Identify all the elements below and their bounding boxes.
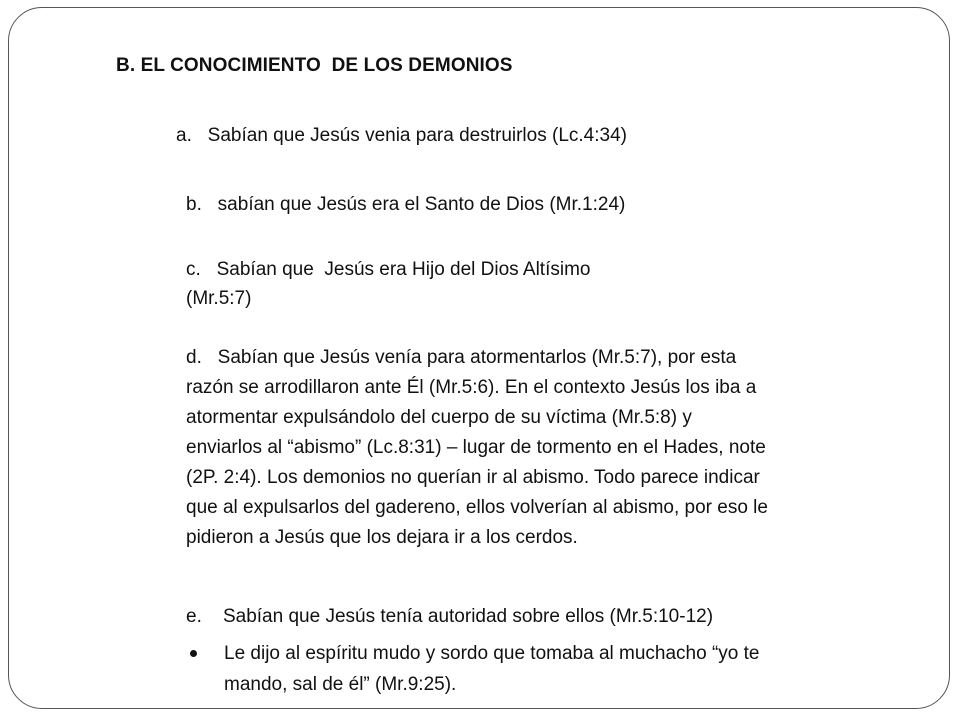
point-c: c. Sabían que Jesús era Hijo del Dios Altísimo (Mr.5:7) [186,259,591,309]
slide-heading: B. EL CONOCIMIENTO DE LOS DEMONIOS [116,55,513,76]
bullet-dot-icon [190,650,197,657]
point-a: a. Sabían que Jesús venia para destruirlos (Lc.4:34) [176,125,627,146]
point-d: d. Sabían que Jesús venía para atormentarlos (Mr.5:7), por esta razón se arrodillaron ante Él (Mr.5:6). En el contexto Jesús los iba a atormentar expulsándolo del cuerpo de su víctima (Mr.5:8) y enviarlos al “abismo” (Lc.8:31) – lugar de tormento en el Hades, note (2P. 2:4). Los demonios no querían ir al abismo. Todo parece indicar que al expulsarlos del gadereno, ellos volverían al abismo, por eso le pidieron a Jesús que los dejara ir a los cerdos. [186,347,768,548]
point-b: b. sabían que Jesús era el Santo de Dios (Mr.1:24) [186,194,626,215]
point-e: e. Sabían que Jesús tenía autoridad sobre ellos (Mr.5:10-12) [186,606,714,627]
sub-bullet-text: Le dijo al espíritu mudo y sordo que tomaba al muchacho “yo te mando, sal de él” (Mr.9:25). [224,643,760,695]
